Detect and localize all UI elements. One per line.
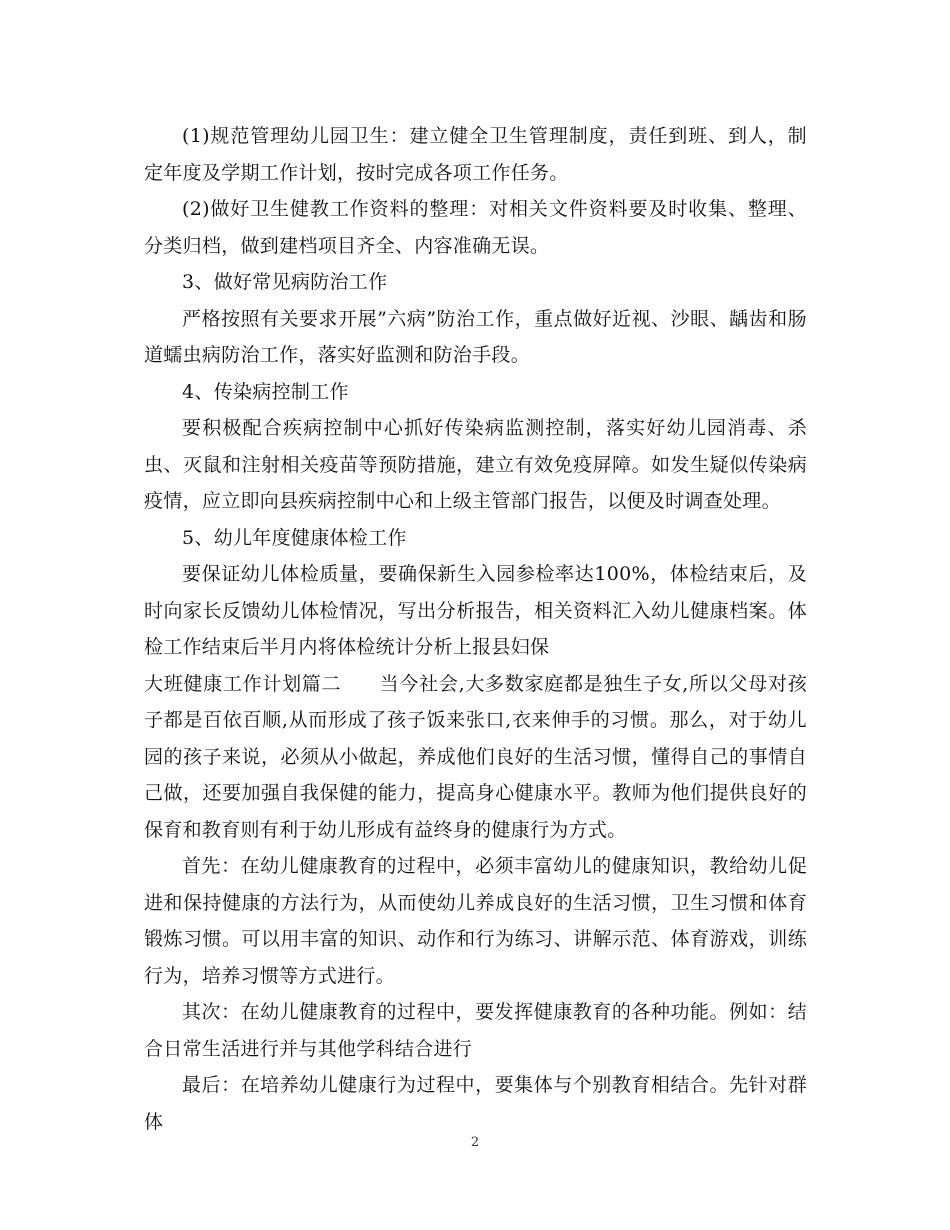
paragraph-first: 首先：在幼儿健康教育的过程中，必须丰富幼儿的健康知识，教给幼儿促进和保持健康的方法行为，从而使幼儿养成良好的生活习惯，卫生习惯和体育锻炼习惯。可以用丰富的知识、动作和行为练习、讲解示范、体育游戏，训练行为，培养习惯等方式进行。	[144, 855, 807, 987]
heading-annual-checkup: 5、幼儿年度健康体检工作	[182, 526, 407, 549]
paragraph-hygiene-management: (1)规范管理幼儿园卫生：建立健全卫生管理制度，责任到班、到人，制定年度及学期工作计划，按时完成各项工作任务。	[144, 125, 807, 184]
section-title: 大班健康工作计划篇二	[144, 672, 342, 695]
document-body	[144, 118, 807, 1140]
page-number: 2	[470, 1135, 480, 1150]
section-two-paragraph	[144, 666, 807, 849]
heading-infectious-disease: 4、传染病控制工作	[182, 380, 349, 403]
paragraph-second: 其次：在幼儿健康教育的过程中，要发挥健康教育的各种功能。例如：结合日常生活进行并与其他学科结合进行	[144, 1001, 807, 1060]
paragraph-infectious-control: 要积极配合疾病控制中心抓好传染病监测控制，落实好幼儿园消毒、杀虫、灭鼠和注射相关疫苗等预防措施，建立有效免疫屏障。如发生疑似传染病疫情，应立即向县疾病控制中心和上级主管部门报告，以便及时调查处理。	[144, 417, 807, 512]
paragraph-health-records: (2)做好卫生健教工作资料的整理：对相关文件资料要及时收集、整理、分类归档，做到建档项目齐全、内容准确无误。	[144, 198, 807, 257]
paragraph-checkup-quality: 要保证幼儿体检质量，要确保新生入园参检率达100%，体检结束后，及时向家长反馈幼儿体检情况，写出分析报告，相关资料汇入幼儿健康档案。体检工作结束后半月内将体检统计分析上报县妇保	[144, 563, 807, 658]
section-intro: 当今社会,大多数家庭都是独生子女,所以父母对孩子都是百依百顺,从而形成了孩子饭来张口,衣来伸手的习惯。那么，对于幼儿园的孩子来说，必须从小做起，养成他们良好的生活习惯，懂得自己的事情自己做，还要加强自我保健的能力，提高身心健康水平。教师为他们提供良好的保育和教育则有利于幼儿形成有益终身的健康行为方式。	[144, 672, 807, 841]
paragraph-last: 最后：在培养幼儿健康行为过程中，要集体与个别教育相结合。先针对群体	[144, 1074, 807, 1133]
paragraph-six-diseases: 严格按照有关要求开展”六病”防治工作，重点做好近视、沙眼、龋齿和肠道蠕虫病防治工作，落实好监测和防治手段。	[144, 307, 807, 366]
heading-common-disease: 3、做好常见病防治工作	[182, 271, 388, 293]
